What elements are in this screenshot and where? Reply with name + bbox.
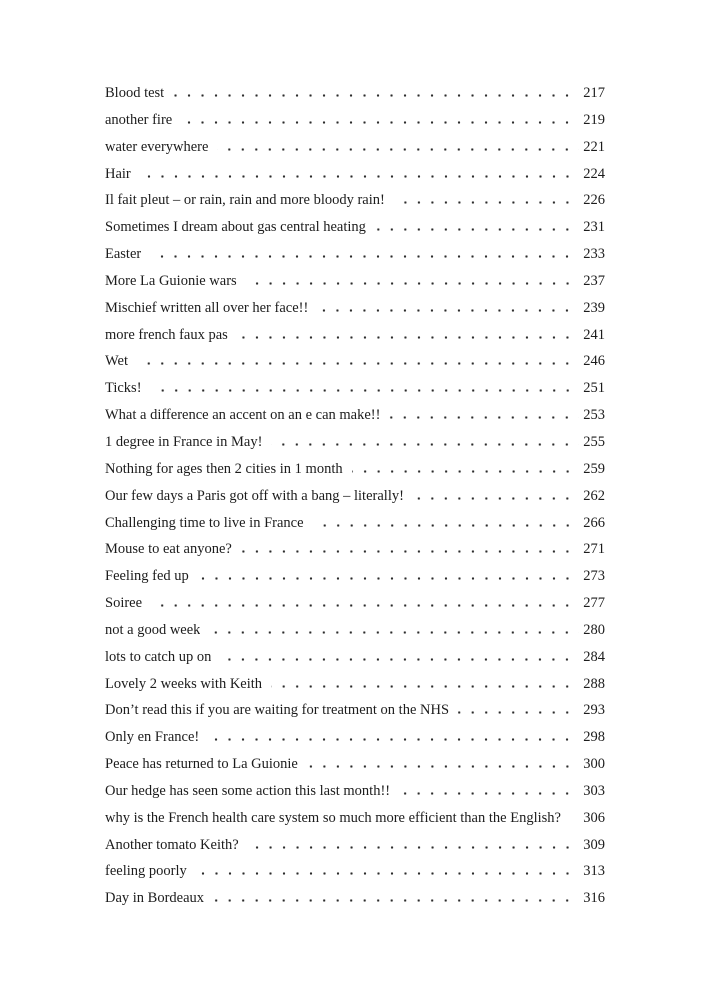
toc-entry [105, 728, 605, 755]
dot-leader [570, 819, 579, 822]
toc-entry-page-number: 217 [583, 85, 605, 101]
toc-entry-page-number: 241 [583, 326, 605, 343]
toc-entry-title: Mouse to eat anyone? [105, 541, 232, 558]
toc-entry-title: Sometimes I dream about gas central heating [105, 219, 366, 236]
toc-entry-title: More La Guionie wars [105, 272, 237, 289]
toc-entry [105, 245, 605, 272]
dot-leader [173, 94, 579, 97]
dot-leader [352, 470, 580, 473]
toc-entry [105, 675, 605, 702]
toc-entry-page-number: 306 [583, 809, 605, 826]
toc-entry-page-number: 298 [583, 729, 605, 746]
toc-entry [105, 648, 605, 675]
toc-entry-title: Lovely 2 weeks with Keith [105, 675, 263, 692]
toc-entry-page-number: 239 [583, 299, 605, 316]
dot-leader [237, 336, 579, 339]
toc-entry-page-number: 233 [583, 246, 605, 263]
toc-entry [105, 701, 605, 728]
toc-entry-page-number: 219 [583, 111, 605, 128]
dot-leader [317, 309, 579, 312]
toc-entry-page-number: 226 [583, 192, 605, 209]
toc-entry-title: Mischief written all over her face!! [105, 299, 309, 316]
toc-entry-page-number: 221 [583, 138, 605, 155]
toc-entry-title: why is the French health care system so much more efficient than the English? [105, 809, 561, 826]
toc-entry [105, 487, 605, 514]
dot-leader [151, 604, 579, 607]
toc-entry-title: another fire [105, 111, 173, 128]
dot-leader [208, 738, 579, 741]
toc-entry-title: feeling poorly [105, 863, 187, 880]
toc-entry-title: Blood test [105, 85, 165, 101]
toc-entry [105, 352, 605, 379]
toc-entry [105, 299, 605, 326]
toc-entry-page-number: 313 [583, 863, 605, 880]
toc-entry [105, 809, 605, 836]
toc-entry [105, 272, 605, 299]
toc-entry-title: more french faux pas [105, 326, 228, 343]
toc-entry-title: Soiree [105, 595, 143, 612]
dot-leader [307, 765, 579, 768]
dot-leader [394, 201, 579, 204]
toc-entry-title: Wet [105, 353, 128, 370]
toc-entry [105, 594, 605, 621]
dot-leader [271, 685, 579, 688]
dot-leader [196, 872, 580, 875]
toc-entry-title: Ticks! [105, 380, 142, 397]
toc-entry-title: not a good week [105, 621, 201, 638]
toc-entry-page-number: 251 [583, 380, 605, 397]
dot-leader [220, 658, 579, 661]
toc-entry-page-number: 280 [583, 621, 605, 638]
dot-leader [271, 443, 579, 446]
toc-entry [105, 433, 605, 460]
toc-entry-title: Challenging time to live in France [105, 514, 304, 531]
toc-entry [105, 862, 605, 889]
toc-entry-page-number: 255 [583, 433, 605, 450]
toc-entry-page-number: 266 [583, 514, 605, 531]
toc-entry-title: Peace has returned to La Guionie [105, 756, 298, 773]
toc-entry-title: Only en France! [105, 729, 200, 746]
toc-entry [105, 191, 605, 218]
toc-entry-page-number: 273 [583, 568, 605, 585]
toc-entry-page-number: 284 [583, 648, 605, 665]
toc-entry-page-number: 300 [583, 756, 605, 773]
table-of-contents [105, 84, 605, 916]
toc-entry [105, 621, 605, 648]
toc-entry [105, 84, 605, 111]
toc-entry [105, 782, 605, 809]
toc-entry [105, 326, 605, 353]
toc-entry-page-number: 224 [583, 165, 605, 182]
toc-entry [105, 460, 605, 487]
toc-entry-page-number: 271 [583, 541, 605, 558]
dot-leader [181, 121, 579, 124]
toc-entry [105, 514, 605, 541]
dot-leader [313, 524, 580, 527]
dot-leader [375, 228, 579, 231]
toc-entry-title: Day in Bordeaux [105, 890, 205, 907]
toc-entry-page-number: 303 [583, 782, 605, 799]
toc-entry-title: Hair [105, 165, 131, 182]
toc-entry-title: Our few days a Paris got off with a bang – literally! [105, 487, 404, 504]
toc-entry-title: Another tomato Keith? [105, 836, 239, 853]
toc-entry-page-number: 231 [583, 219, 605, 236]
dot-leader [389, 416, 579, 419]
dot-leader [399, 792, 579, 795]
toc-entry [105, 165, 605, 192]
toc-entry-title: Don’t read this if you are waiting for treatment on the NHS [105, 702, 450, 719]
toc-entry-page-number: 288 [583, 675, 605, 692]
dot-leader [246, 282, 580, 285]
toc-entry [105, 755, 605, 782]
toc-entry-title: Our hedge has seen some action this last month!! [105, 782, 391, 799]
toc-entry [105, 138, 605, 165]
toc-entry-title: What a difference an accent on an e can make!! [105, 407, 381, 424]
dot-leader [150, 255, 579, 258]
toc-entry-page-number: 309 [583, 836, 605, 853]
toc-entry-title: Il fait pleut – or rain, rain and more bloody rain! [105, 192, 385, 209]
toc-entry-title: Easter [105, 246, 142, 263]
toc-entry-title: Feeling fed up [105, 568, 189, 585]
dot-leader [198, 577, 579, 580]
dot-leader [217, 148, 579, 151]
toc-entry [105, 406, 605, 433]
toc-entry-title: 1 degree in France in May! [105, 433, 263, 450]
dot-leader [458, 711, 579, 714]
dot-leader [151, 389, 580, 392]
toc-entry [105, 218, 605, 245]
toc-entry-page-number: 253 [583, 407, 605, 424]
toc-entry [105, 836, 605, 863]
dot-leader [137, 362, 579, 365]
toc-entry-page-number: 262 [583, 487, 605, 504]
toc-entry-title: water everywhere [105, 138, 209, 155]
toc-entry-page-number: 316 [583, 890, 605, 907]
toc-entry [105, 540, 605, 567]
toc-entry-page-number: 277 [583, 595, 605, 612]
toc-entry-page-number: 246 [583, 353, 605, 370]
dot-leader [241, 550, 579, 553]
toc-entry [105, 889, 605, 916]
dot-leader [413, 497, 579, 500]
toc-entry [105, 111, 605, 138]
dot-leader [248, 846, 580, 849]
toc-entry-page-number: 293 [583, 702, 605, 719]
toc-entry-page-number: 259 [583, 460, 605, 477]
toc-entry-title: Nothing for ages then 2 cities in 1 month [105, 460, 343, 477]
toc-entry-page-number: 237 [583, 272, 605, 289]
dot-leader [140, 175, 579, 178]
toc-entry [105, 379, 605, 406]
dot-leader [213, 899, 579, 902]
toc-entry [105, 567, 605, 594]
toc-entry-title: lots to catch up on [105, 648, 212, 665]
dot-leader [209, 631, 579, 634]
